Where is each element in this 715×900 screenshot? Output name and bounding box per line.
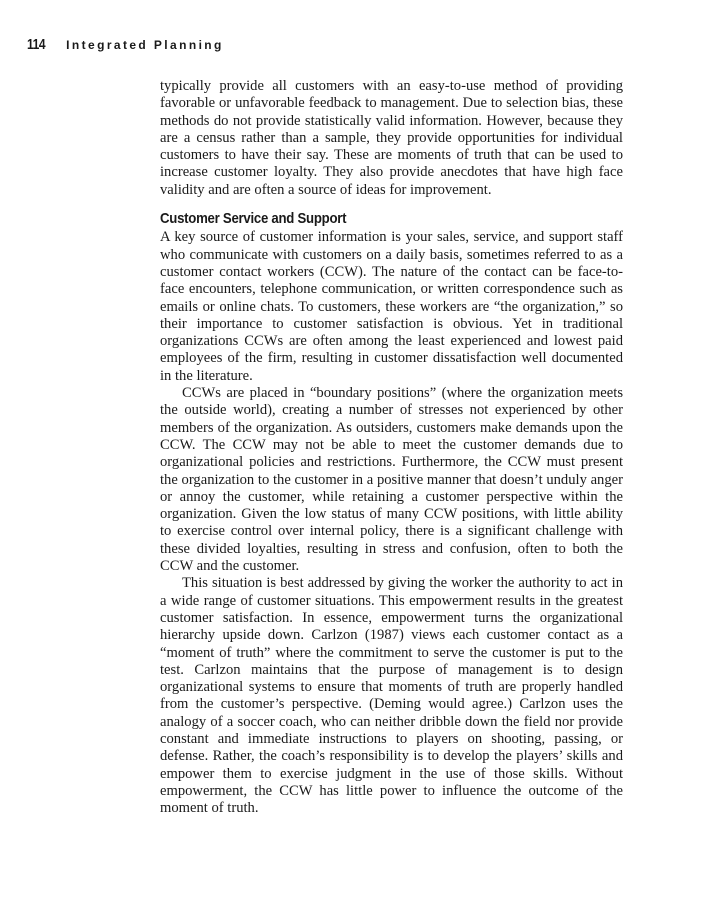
running-header bbox=[27, 36, 224, 54]
intro-paragraph: typically provide all customers with an easy-to-use method of providing favorable or unfavorable feedback to management. Due to selection bias, these methods do not provide statistically valid information. However, because they are a census rather than a sample, they provide opportunities for individual customers to have their say. These are moments of truth that can be used to increase customer loyalty. They also provide anecdotes that have high face validity and are often a source of ideas for improvement. bbox=[160, 78, 623, 198]
book-title: Integrated Planning bbox=[66, 38, 224, 52]
paragraph-1: A key source of customer information is your sales, service, and support staff who communicate with customers on a daily basis, sometimes referred to as a customer contact workers (CCW). The nature of the contact can be face-to-face encounters, telephone communication, or written correspondence such as emails or online chats. To customers, these workers are “the organization,” so their importance to customer satisfaction is obvious. Yet in traditional organizations CCWs are often among the least experienced and lowest paid employees of the firm, resulting in customer dissatisfaction well documented in the literature. bbox=[160, 229, 623, 384]
body-text bbox=[160, 78, 623, 817]
paragraph-3: This situation is best addressed by giving the worker the authority to act in a wide range of customer situations. This empowerment results in the greatest customer satisfaction. In essence, empowerment turns the organizational hierarchy upside down. Carlzon (1987) views each customer contact as a “moment of truth” where the commitment to serve the customer is put to the test. Carlzon maintains that the purpose of management is to design organizational systems to ensure that moments of truth are properly handled from the customer’s perspective. (Deming would agree.) Carlzon uses the analogy of a soccer coach, who can neither dribble down the field nor provide constant and immediate instructions to players on shooting, passing, or defense. Rather, the coach’s responsibility is to develop the players’ skills and empower them to exercise judgment in the use of those skills. Without empowerment, the CCW has little power to influence the outcome of the moment of truth. bbox=[160, 575, 623, 817]
paragraph-2: CCWs are placed in “boundary positions” (where the organization meets the outside world), creating a number of stresses not experienced by other members of the organization. As outsiders, customers make demands upon the CCW. The CCW may not be able to meet the customer demands due to organizational policies and restrictions. Furthermore, the CCW must present the organization to the customer in a positive manner that doesn’t unduly anger or annoy the customer, while retaining a customer perspective within the organization. Given the low status of many CCW positions, with little ability to exercise control over internal policy, there is a significant challenge with these divided loyalties, resulting in stress and confusion, often to both the CCW and the customer. bbox=[160, 385, 623, 575]
section-heading: Customer Service and Support bbox=[160, 210, 347, 228]
page-number: 114 bbox=[27, 36, 46, 53]
